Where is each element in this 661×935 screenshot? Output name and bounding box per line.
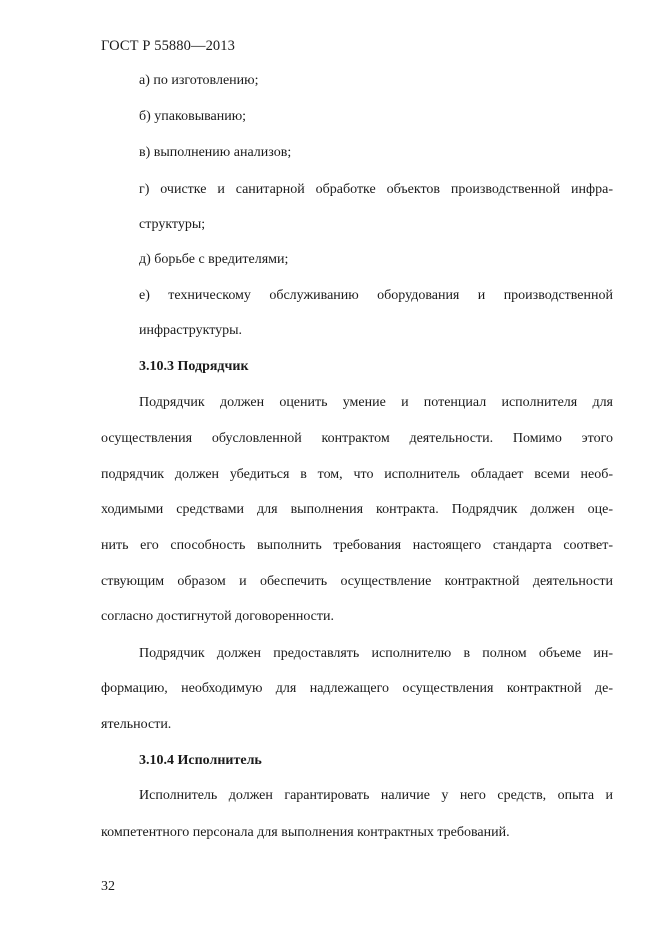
paragraph-line: формацию, необходимую для надлежащего осуществления контрактной де- [101,681,613,696]
paragraph-line: Подрядчик должен оценить умение и потенциал исполнителя для [139,395,613,410]
list-item-b: б) упаковыванию; [139,109,247,124]
list-item-e-line1: е) техническому обслуживанию оборудования и производственной [139,288,613,303]
paragraph-line: Подрядчик должен предоставлять исполнителю в полном объеме ин- [139,646,613,661]
page-number: 32 [101,879,115,894]
paragraph-line: ятельности. [101,717,172,732]
paragraph-line: нить его способность выполнить требования настоящего стандарта соответ- [101,538,613,553]
list-item-a: а) по изготовлению; [139,73,259,88]
list-item-g-line1: г) очистке и санитарной обработке объектов производственной инфра- [139,182,613,197]
paragraph-line: ствующим образом и обеспечить осуществление контрактной деятельности [101,574,613,589]
paragraph-line: Исполнитель должен гарантировать наличие у него средств, опыта и [139,788,613,803]
list-item-e-line2: инфраструктуры. [139,323,243,338]
document-header: ГОСТ Р 55880—2013 [101,38,235,54]
paragraph-line: компетентного персонала для выполнения контрактных требований. [101,825,510,840]
paragraph-line: осуществления обусловленной контрактом деятельности. Помимо этого [101,431,613,446]
paragraph-line: согласно достигнутой договоренности. [101,609,335,624]
list-item-g-line2: структуры; [139,217,206,232]
paragraph-line: подрядчик должен убедиться в том, что исполнитель обладает всеми необ- [101,467,613,482]
section-heading-contractor: 3.10.3 Подрядчик [139,359,249,374]
section-heading-executor: 3.10.4 Исполнитель [139,753,262,768]
list-item-v: в) выполнению анализов; [139,145,292,160]
paragraph-line: ходимыми средствами для выполнения контракта. Подрядчик должен оце- [101,502,613,517]
list-item-d: д) борьбе с вредителями; [139,252,289,267]
